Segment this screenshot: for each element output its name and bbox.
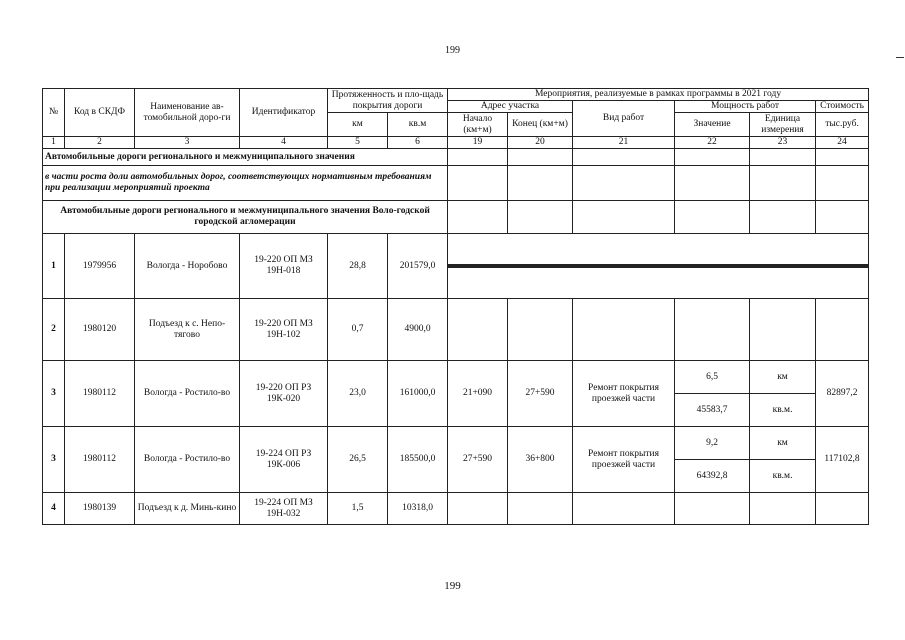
row-sqm: 201579,0 — [388, 234, 448, 299]
header-cost: Стоимость — [816, 101, 869, 113]
row-road-name: Вологда - Ростило-во — [135, 427, 240, 493]
row-road-name: Вологда - Норобово — [135, 234, 240, 299]
page-number-top: 199 — [445, 45, 460, 56]
row-cost: 82897,2 — [816, 361, 869, 427]
table-row — [43, 234, 869, 299]
header-identifier: Идентификатор — [240, 89, 328, 137]
edge-mark — [896, 57, 904, 58]
section-heading: Автомобильные дороги регионального и межмуниципального значения Воло-годской городской агломерации — [43, 201, 448, 234]
header-code: Код в СКДФ — [65, 89, 135, 137]
col-number: 2 — [65, 137, 135, 149]
row-value: 64392,8 — [675, 460, 750, 493]
row-identifier: 19-220 ОП РЗ 19К-020 — [240, 361, 328, 427]
header-measures: Мероприятия, реализуемые в рамках программы в 2021 году — [448, 89, 869, 101]
header-capacity: Мощность работ — [675, 101, 816, 113]
header-address: Адрес участка — [448, 101, 573, 113]
row-identifier: 19-224 ОП РЗ 19К-006 — [240, 427, 328, 493]
row-road-name: Подъезд к д. Минь-кино — [135, 493, 240, 525]
table-row — [43, 361, 869, 394]
table-row — [43, 299, 869, 361]
header-km: км — [328, 113, 388, 137]
row-value: 45583,7 — [675, 394, 750, 427]
row-km: 0,7 — [328, 299, 388, 361]
row-sqm: 10318,0 — [388, 493, 448, 525]
row-code: 1980139 — [65, 493, 135, 525]
table-row — [43, 493, 869, 525]
row-num: 4 — [43, 493, 65, 525]
col-number: 22 — [675, 137, 750, 149]
row-code: 1980112 — [65, 427, 135, 493]
row-unit: км — [750, 427, 816, 460]
row-km: 1,5 — [328, 493, 388, 525]
row-road-name: Подъезд к с. Непо-тягово — [135, 299, 240, 361]
col-number: 4 — [240, 137, 328, 149]
col-number: 21 — [573, 137, 675, 149]
row-code: 1980112 — [65, 361, 135, 427]
header-work-type: Вид работ — [573, 101, 675, 137]
row-sqm: 161000,0 — [388, 361, 448, 427]
section-heading: Автомобильные дороги регионального и межмуниципального значения — [43, 149, 448, 166]
header-end: Конец (км+м) — [508, 113, 573, 137]
row-num: 3 — [43, 427, 65, 493]
header-value: Значение — [675, 113, 750, 137]
col-number: 3 — [135, 137, 240, 149]
col-number: 6 — [388, 137, 448, 149]
col-number: 24 — [816, 137, 869, 149]
row-end: 36+800 — [508, 427, 573, 493]
table-row — [43, 427, 869, 460]
row-end: 27+590 — [508, 361, 573, 427]
column-numbers-row — [43, 137, 869, 149]
row-km: 26,5 — [328, 427, 388, 493]
header-length-area: Протяженность и пло-щадь покрытия дороги — [328, 89, 448, 113]
row-km: 23,0 — [328, 361, 388, 427]
row-identifier: 19-220 ОП МЗ 19Н-102 — [240, 299, 328, 361]
row-cost: 117102,8 — [816, 427, 869, 493]
row-code: 1980120 — [65, 299, 135, 361]
header-unit: Единица измерения — [750, 113, 816, 137]
col-number: 20 — [508, 137, 573, 149]
row-road-name: Вологда - Ростило-во — [135, 361, 240, 427]
col-number: 19 — [448, 137, 508, 149]
header-name: Наименование ав-томобильной доро-ги — [135, 89, 240, 137]
col-number: 5 — [328, 137, 388, 149]
row-value: 9,2 — [675, 427, 750, 460]
roads-table — [42, 88, 869, 525]
row-value: 6,5 — [675, 361, 750, 394]
row-code: 1979956 — [65, 234, 135, 299]
row-num: 3 — [43, 361, 65, 427]
header-start: Начало (км+м) — [448, 113, 508, 137]
row-start: 27+590 — [448, 427, 508, 493]
row-work-type: Ремонт покрытия проезжей части — [573, 427, 675, 493]
row-identifier: 19-220 ОП МЗ 19Н-018 — [240, 234, 328, 299]
row-sqm: 185500,0 — [388, 427, 448, 493]
page-number-bottom: 199 — [444, 580, 461, 592]
col-number: 1 — [43, 137, 65, 149]
row-km: 28,8 — [328, 234, 388, 299]
row-unit: кв.м. — [750, 460, 816, 493]
row-num: 1 — [43, 234, 65, 299]
header-num: № — [43, 89, 65, 137]
row-identifier: 19-224 ОП МЗ 19Н-032 — [240, 493, 328, 525]
section-subheading: в части роста доли автомобильных дорог, соответствующих нормативным требованиям при реализации мероприятий проекта — [43, 166, 448, 201]
row-start: 21+090 — [448, 361, 508, 427]
header-sqm: кв.м — [388, 113, 448, 137]
row-work-type: Ремонт покрытия проезжей части — [573, 361, 675, 427]
header-cost-unit: тыс.руб. — [816, 113, 869, 137]
col-number: 23 — [750, 137, 816, 149]
row-num: 2 — [43, 299, 65, 361]
row-unit: кв.м. — [750, 394, 816, 427]
row-unit: км — [750, 361, 816, 394]
row-sqm: 4900,0 — [388, 299, 448, 361]
